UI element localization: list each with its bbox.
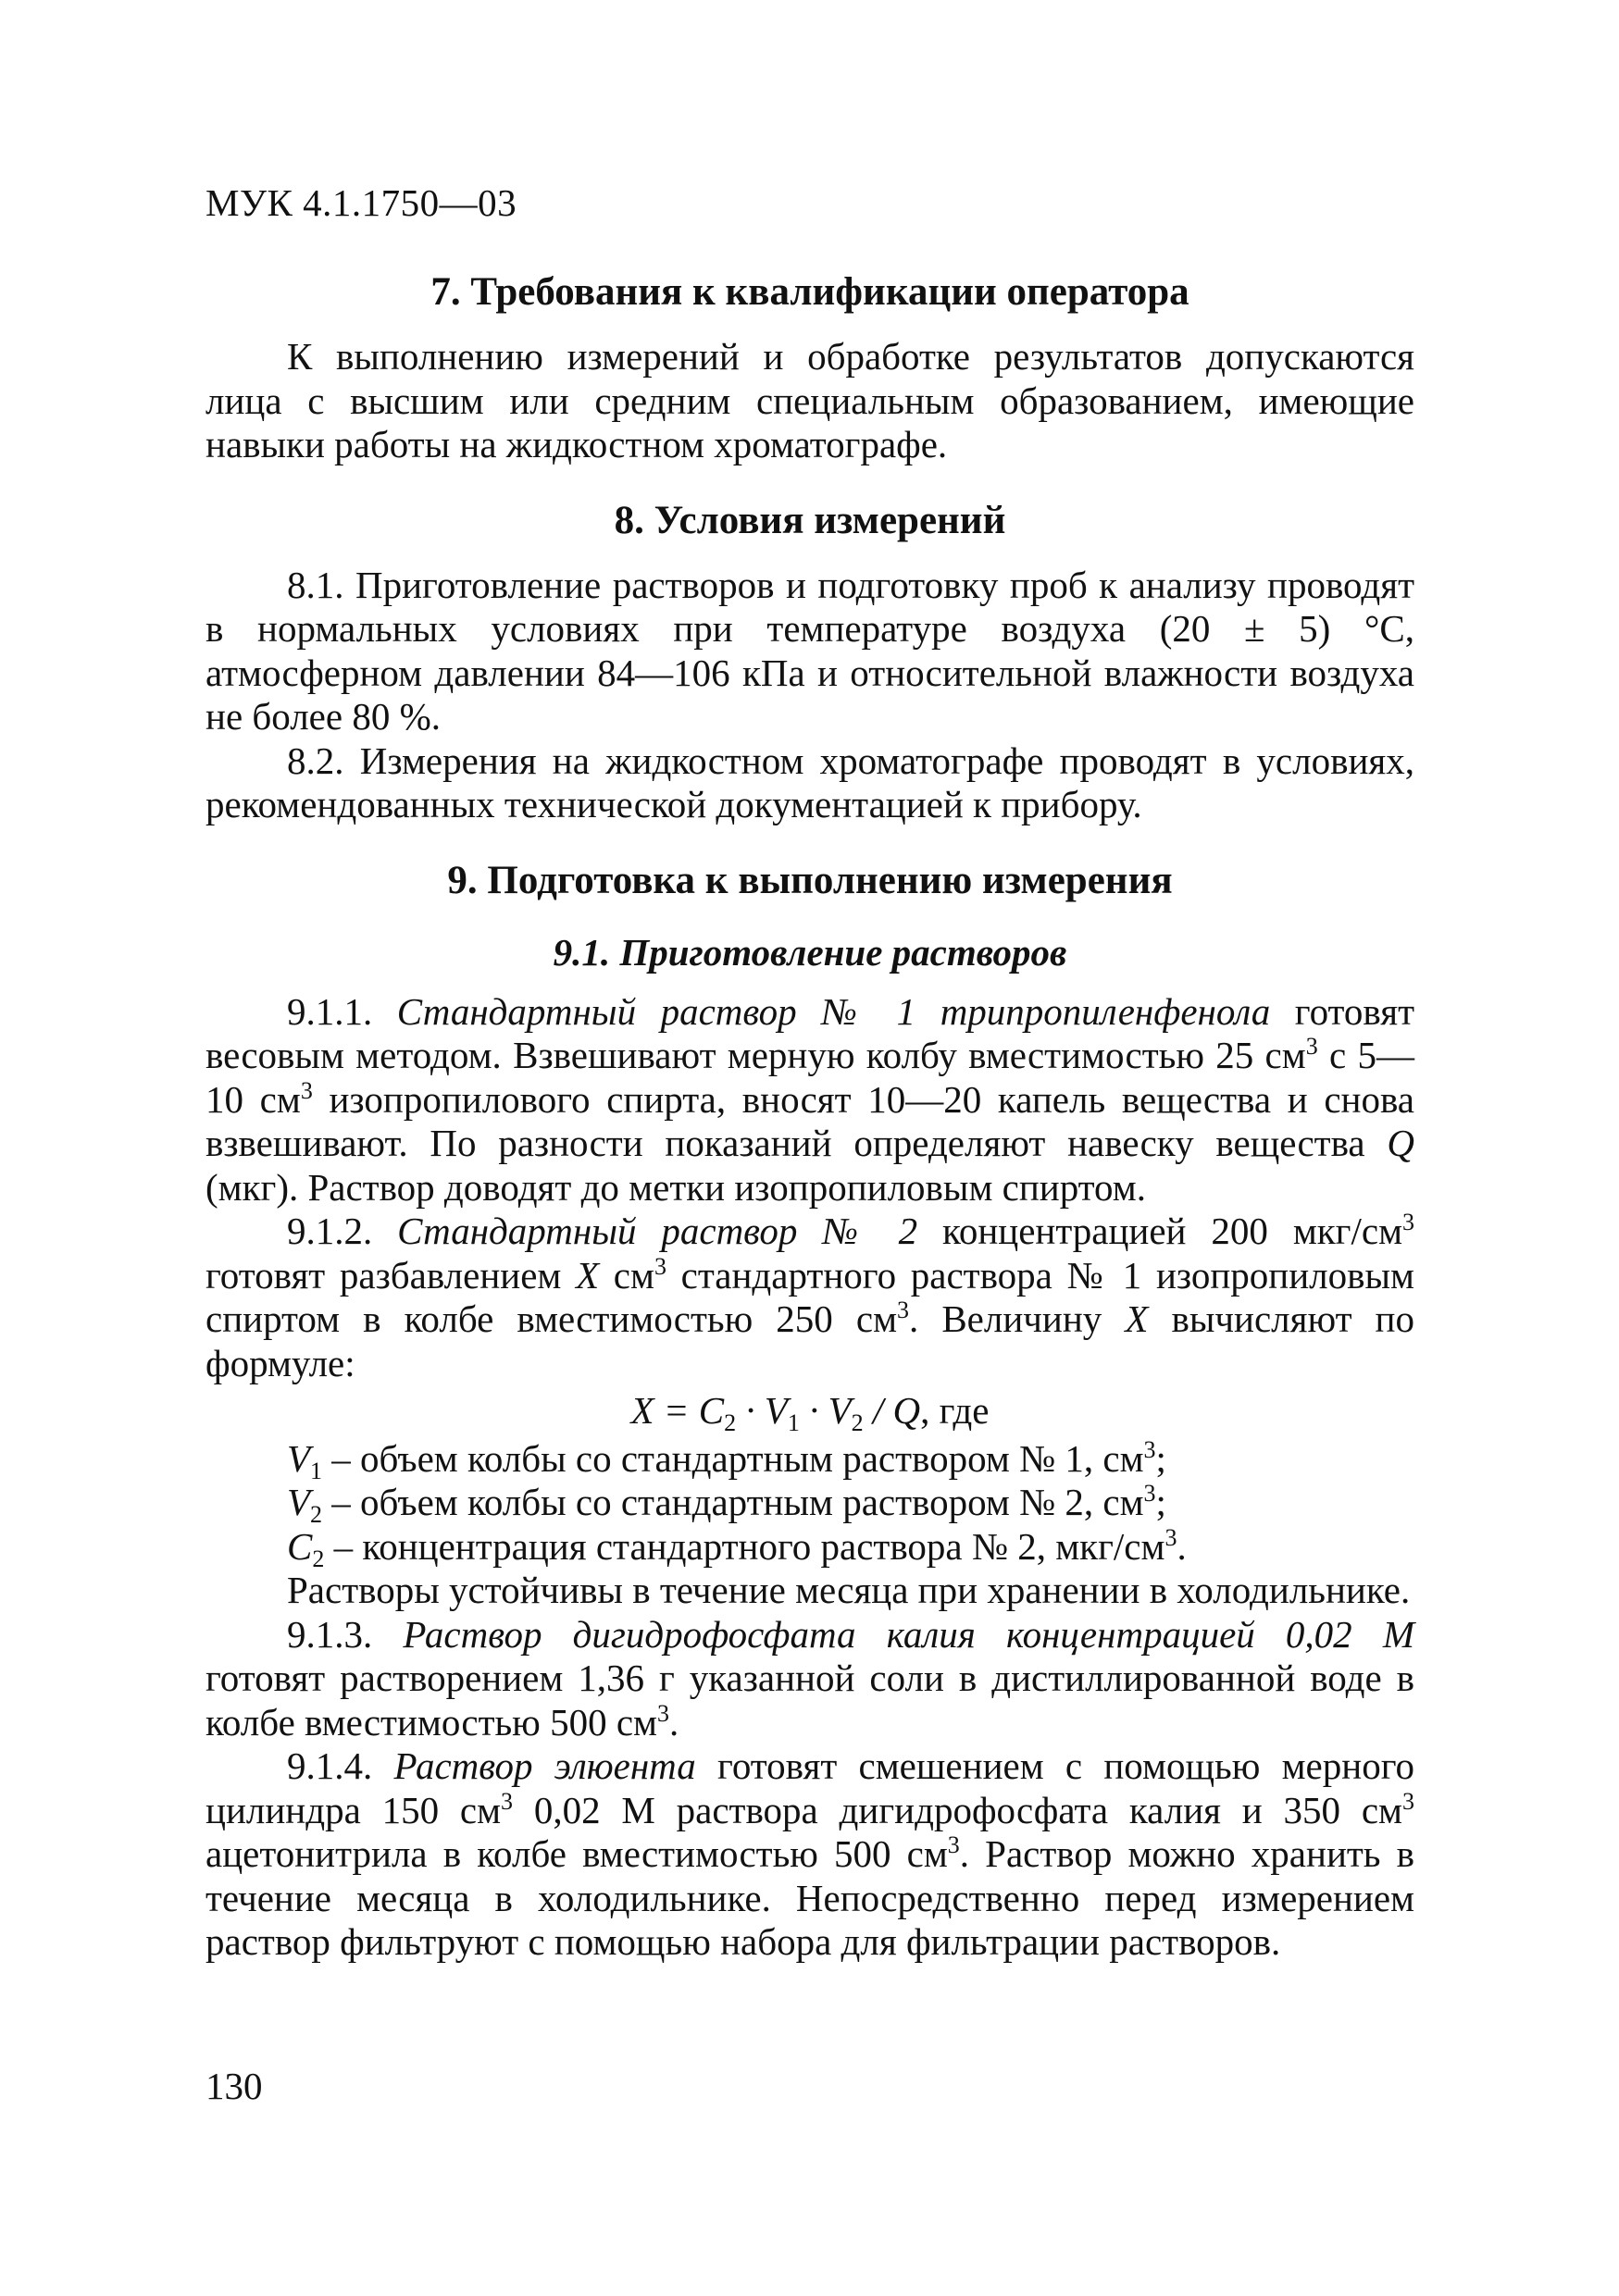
stability-note: Растворы устойчивы в течение месяца при хранении в холодильнике.	[287, 1569, 1411, 1611]
paragraph-8-1: 8.1. Приготовление растворов и подготовку проб к анализу проводят в нормальных условиях при температуре воздуха (20 ± 5) °С, атмосферном давлении 84—106 кПа и относительной влажности воздуха не более 80 %.	[205, 563, 1414, 738]
superscript: 3	[947, 1831, 960, 1858]
superscript: 3	[1305, 1033, 1318, 1060]
text-fragment: . Раствор можно хранить в течение месяца в холодильнике. Непосредственно перед измерением раствор фильтруют с помощью набора для фильтрации растворов.	[205, 1832, 1414, 1963]
paragraph-9-1-3	[205, 1613, 1414, 1745]
paragraph-9-1-1	[205, 990, 1414, 1210]
definition-text: – концентрация стандартного раствора № 2, мкг/см	[324, 1524, 1165, 1568]
page-number: 130	[205, 2065, 263, 2107]
text-fragment: стандартного раствора № 1 изопропиловым спиртом в колбе вместимостью 250 см	[205, 1253, 1414, 1340]
superscript: 3	[1402, 1209, 1415, 1235]
formula-part: · V	[799, 1389, 852, 1432]
section-7-title: 7. Требования к квалификации оператора	[430, 270, 1189, 314]
paragraph-9-1-4	[205, 1744, 1414, 1965]
paragraph-number: 9.1.3.	[287, 1612, 373, 1656]
punctuation: .	[1177, 1524, 1187, 1568]
superscript: 3	[897, 1297, 910, 1323]
subscript: 2	[724, 1409, 737, 1436]
page-content	[205, 268, 1414, 1965]
subscript: 2	[851, 1409, 864, 1436]
definition-text: – объем колбы со стандартным раствором № 2, см	[322, 1481, 1144, 1523]
text-fragment: .	[668, 1700, 679, 1744]
text-fragment: готовят весовым методом. Взвешивают мерную колбу вместимостью 25 см	[205, 989, 1415, 1076]
text-fragment: готовят разбавлением	[205, 1253, 577, 1297]
superscript: 3	[1143, 1480, 1156, 1507]
variable-x: X	[576, 1253, 600, 1297]
text-fragment: изопропилового спирта, вносят 10—20 капель вещества и снова взвешивают. По разности показаний определяют навеску вещества	[205, 1077, 1414, 1164]
definition-v1	[205, 1437, 1414, 1482]
running-header: МУК 4.1.1750—03	[205, 181, 517, 224]
formula-tail: , где	[920, 1389, 990, 1432]
paragraph-9-1-2	[205, 1210, 1414, 1385]
subscript: 1	[787, 1409, 800, 1436]
solution-name: Раствор элюента	[393, 1744, 696, 1787]
solution-name: Стандартный раствор № 2	[397, 1210, 918, 1252]
subsection-9-1-title: 9.1. Приготовление растворов	[553, 930, 1067, 974]
paragraph-number: 9.1.1.	[287, 989, 373, 1033]
paragraph-number: 9.1.4.	[287, 1744, 373, 1787]
symbol: V	[287, 1481, 311, 1523]
variable-q: Q	[1387, 1122, 1414, 1164]
subscript: 1	[310, 1457, 323, 1484]
text-fragment: см	[599, 1253, 654, 1297]
formula-part: X = C	[630, 1389, 725, 1432]
definition-c2	[205, 1525, 1414, 1570]
section-9-title: 9. Подготовка к выполнению измерения	[447, 858, 1173, 902]
superscript: 3	[656, 1699, 669, 1727]
formula-part: / Q	[863, 1389, 921, 1432]
definition-text: – объем колбы со стандартным раствором № 1, см	[322, 1436, 1144, 1480]
section-7-paragraph: К выполнению измерений и обработке результатов допускаются лица с высшим или средним специальным образованием, имеющие навыки работы на жидкостном хроматографе.	[205, 335, 1414, 465]
solution-name: Раствор дигидрофосфата калия концентрацией 0,02 М	[403, 1612, 1414, 1656]
text-fragment: (мкг). Раствор доводят до метки изопропиловым спиртом.	[205, 1165, 1146, 1209]
superscript: 3	[1143, 1435, 1156, 1463]
text-fragment: вычисляют по формуле:	[205, 1297, 1414, 1384]
symbol: V	[287, 1436, 311, 1480]
text-fragment: . Величину	[909, 1297, 1126, 1340]
variable-x: X	[1125, 1297, 1149, 1340]
formula-part: · V	[736, 1389, 788, 1432]
formula	[205, 1389, 1414, 1436]
definition-v2	[205, 1480, 1414, 1528]
text-fragment: с 5—10 см	[205, 1034, 1414, 1121]
text-fragment: готовят смешением с помощью мерного цилиндра 150 см	[205, 1744, 1414, 1831]
punctuation: ;	[1155, 1481, 1166, 1523]
superscript: 3	[1164, 1523, 1177, 1551]
symbol: C	[287, 1524, 313, 1568]
subscript: 2	[312, 1545, 325, 1572]
text-fragment: 0,02 М раствора дигидрофосфата калия и 350 см	[513, 1788, 1402, 1831]
subscript: 2	[310, 1501, 323, 1528]
superscript: 3	[654, 1252, 666, 1280]
superscript: 3	[1402, 1787, 1414, 1815]
paragraph-number: 9.1.2.	[287, 1210, 373, 1252]
text-fragment: готовят растворением 1,36 г указанной соли в дистиллированной воде в колбе вместимостью 500 см	[205, 1657, 1414, 1744]
text-fragment: ацетонитрила в колбе вместимостью 500 см	[205, 1832, 948, 1875]
solution-name: Стандартный раствор № 1 трипропиленфенола	[396, 989, 1271, 1033]
paragraph-8-2: 8.2. Измерения на жидкостном хроматографе проводят в условиях, рекомендованных технической документацией к прибору.	[205, 738, 1414, 825]
punctuation: ;	[1155, 1436, 1166, 1480]
superscript: 3	[300, 1076, 313, 1104]
text-fragment: концентрацией 200 мкг/см	[942, 1210, 1403, 1252]
superscript: 3	[501, 1787, 514, 1815]
section-8-title: 8. Условия измерений	[614, 498, 1006, 542]
